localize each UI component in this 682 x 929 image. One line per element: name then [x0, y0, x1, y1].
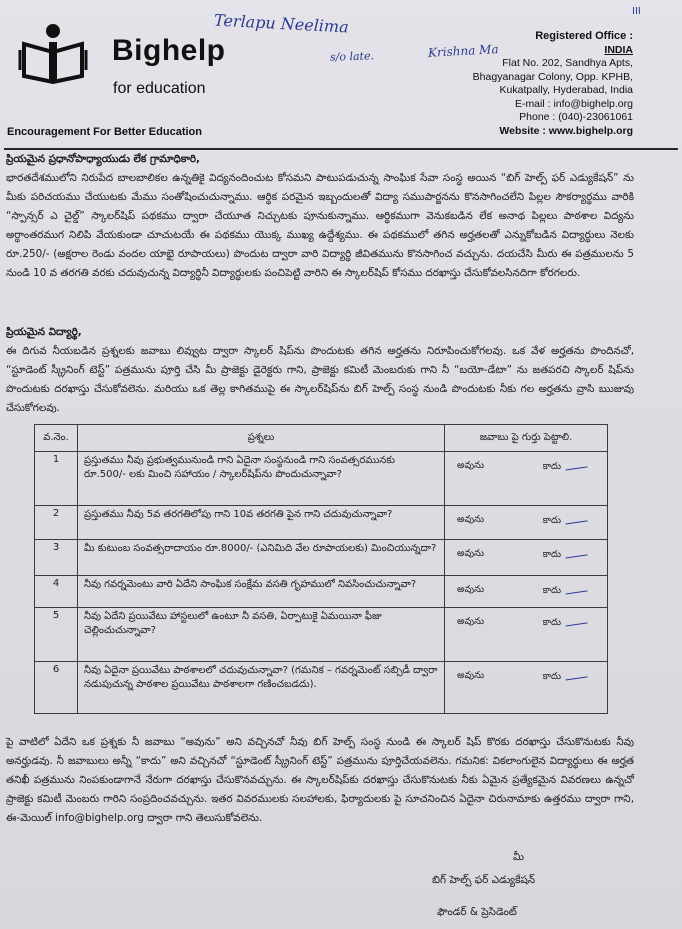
header-question: ప్రశ్నలు — [78, 425, 445, 452]
table-row — [35, 662, 608, 714]
office-phone: Phone : (040)-23061061 — [519, 111, 633, 123]
intro-paragraph: భారతదేశములోని నిరుపేద బాలబాలికల ఉన్నతికై విద్యనందించుట కోసమని పాటుపడుచున్న సాంఘిక సేవా సంస్థ అయిన “బిగ్ హెల్ప్ ఫర్ ఎడ్యుకేషన్” ను మీకు పరిచయము చేయుటకు మేము సంతోషించుచున్నాము. ఆర్థిక పరమైన ఇబ్బందులతో విద్యా సముపార్జనను కొనసాగించలేని పిల్లల సౌకర్యార్థము వారికి “స్పాన్సర్ ఎ చైల్డ్” స్కాలర్‌షిప్ పథకము ద్వారా చేయూత నిచ్చుటకు పూనుకున్నాము. ఆర్థికముగా వెనుకబడిన లేక అనాథ పిల్లలు పాఠశాల విద్యను అర్థాంతరముగ నిలిపి వేయకుండా చూచుటయే ఈ పథకము యొక్క ముఖ్య ఉద్దేశ్యము. ఈ పథకములో తగిన అర్హతలతో ఎన్నుకోబడిన విద్యార్థులు నెలకు రూ.250/- (అక్షరాల రెండు వందల యాభై రూపాయలు) పొందుట ద్వారా వారి విద్యార్థి జీవితమును కొనసాగించ వచ్చును. దయచేసి మీరు ఈ పత్రములను 5 నుండి 10 వ తరగతి వరకు చదువుచున్న విద్యార్థినీ విద్యార్థులకు పంచిపెట్టి వారిని ఈ స్కాలర్‌షిప్ కోసము దరఖాస్తు చేసుకోవలసినదిగా కోరగలరు. — [6, 172, 634, 279]
answer-cell[interactable] — [445, 506, 608, 540]
no-option[interactable]: కాదు — [543, 460, 587, 474]
row-question: నీవు ఏదైనా ప్రయివేటు పాఠశాలలో చదువుచున్నావా? (గమనిక – గవర్నమెంట్ సబ్సిడీ ద్వారా నడుపుచున్న పాఠశాల ప్రయివేటు పాఠశాలగా గణించబడదు). — [78, 662, 445, 714]
row-question: ప్రస్తుతము నీవు 5వ తరగతిలోపు గాని 10వ తరగతి పైన గాని చదువుచున్నావా? — [78, 506, 445, 540]
handwritten-tick-icon — [564, 513, 587, 525]
answer-cell[interactable] — [445, 662, 608, 714]
handwritten-mark: III — [632, 6, 641, 17]
row-number: 5 — [35, 608, 78, 662]
row-question: మీ కుటుంబ సంవత్సరాదాయం రూ.8000/- (ఎనిమిది వేల రూపాయలకు) మించియున్నదా? — [78, 540, 445, 576]
table-row — [35, 506, 608, 540]
office-email: E-mail : info@bighelp.org — [514, 97, 633, 110]
table-row — [35, 576, 608, 608]
yes-option[interactable]: అవును — [457, 460, 485, 471]
no-option[interactable]: కాదు — [543, 670, 587, 684]
signature-line-organization: బిగ్ హెల్ప్ ఫర్ ఎడ్యుకేషన్ — [432, 874, 536, 886]
bighelp-logo-icon — [18, 22, 88, 84]
row-question: ప్రస్తుతము నీవు ప్రభుత్వమునుండి గాని ఏదైనా సంస్థనుండి గాని సంవత్సరమునకు రూ.500/- లకు మించి సహాయం / స్కాలర్‌షిప్‌ను పొందుచున్నావా? — [78, 452, 445, 506]
table-header-row — [35, 425, 608, 452]
handwritten-relation: s/o late. — [329, 49, 375, 64]
row-number: 4 — [35, 576, 78, 608]
signature-line-title: ఫౌండర్ & ప్రెసిడెంట్ — [437, 906, 517, 918]
row-number: 2 — [35, 506, 78, 540]
header-serial: వ.నెం. — [35, 425, 78, 452]
office-label: Registered Office : — [535, 30, 633, 42]
table-row — [35, 452, 608, 506]
handwritten-tick-icon — [564, 547, 587, 559]
answer-cell[interactable] — [445, 540, 608, 576]
office-country: INDIA — [604, 43, 633, 56]
student-section — [6, 323, 634, 418]
brand-subtitle: for education — [113, 80, 206, 97]
row-question: నీవు ఏదేని ప్రయివేటు హాస్టలులో ఉంటూ నీ వసతి, ఏర్పాటుకై ఏమయినా ఫీజు చెల్లించుచున్నావా? — [78, 608, 445, 662]
signature-line-yours: మీ — [513, 851, 524, 863]
no-option[interactable]: కాదు — [543, 616, 587, 630]
answer-cell[interactable] — [445, 576, 608, 608]
intro-section — [6, 150, 634, 283]
no-option[interactable]: కాదు — [543, 548, 587, 562]
yes-option[interactable]: అవును — [457, 584, 485, 595]
yes-option[interactable]: అవును — [457, 514, 485, 525]
office-address-line: Bhagyanagar Colony, Opp. KPHB, — [472, 70, 633, 83]
answer-cell[interactable] — [445, 452, 608, 506]
office-website: Website : www.bighelp.org — [499, 124, 633, 137]
handwritten-tick-icon — [564, 459, 587, 471]
row-number: 1 — [35, 452, 78, 506]
closing-paragraph: పై వాటిలో ఏదేని ఒక ప్రశ్నకు నీ జవాబు “అవును” అని వచ్చినచో నీవు బిగ్ హెల్ప్ సంస్థ నుండి ఈ స్కాలర్ షిప్ కొరకు దరఖాస్తు చేసుకొనుటకు నీవు అనర్హుడవు. నీ జవాబులు అన్నీ “కాదు” అని వచ్చినచో “స్టూడెంట్ స్క్రీనింగ్ టెస్ట్” పత్రమును పూర్తిచేయవలెను. గమనిక: వికలాంగులైన విద్యార్థులు ఈ అర్హత తనిఖీ పత్రమును నింపకుండాగానే నేరుగా దరఖాస్తు చేసుకొనవచ్చును. ఈ స్కాలర్‌షిప్‌కు దరఖాస్తు చేసుకొనుటకు నీకు ఏమైన ప్రత్యేకమైన వివరణలు ఉన్నచో ప్రాజెక్టు కమిటీ మెంబరు గారిని సంప్రదించవచ్చును. ఇతర వివరములకు సలహాలకు, ఫిర్యాదులకు పై సూచనించిన ఏదైనా చిరునామాకు ఉత్తరము ద్వారా గాని, ఈ-మెయిల్ info@bighelp.org ద్వారా గాని తెలుసుకోవలెను. — [6, 736, 634, 824]
handwritten-tick-icon — [564, 615, 587, 627]
row-number: 6 — [35, 662, 78, 714]
eligibility-table — [34, 424, 608, 714]
office-address-line: Kukatpally, Hyderabad, India — [499, 84, 633, 96]
header-answer: జవాబు పై గుర్తు పెట్టాలి. — [445, 425, 608, 452]
yes-option[interactable]: అవును — [457, 670, 485, 681]
handwritten-father-name: Krishna Ma — [427, 42, 499, 60]
handwritten-tick-icon — [564, 583, 587, 595]
row-number: 3 — [35, 540, 78, 576]
yes-option[interactable]: అవును — [457, 616, 485, 627]
salutation-student: ప్రియమైన విద్యార్థి, — [6, 326, 82, 338]
tagline: Encouragement For Better Education — [7, 126, 202, 138]
answer-cell[interactable] — [445, 608, 608, 662]
handwritten-name: Terlapu Neelima — [213, 10, 350, 37]
table-row — [35, 540, 608, 576]
yes-option[interactable]: అవును — [457, 548, 485, 559]
no-option[interactable]: కాదు — [543, 514, 587, 528]
row-question: నీవు గవర్నమెంటు వారి ఏదేని సాంఘిక సంక్షేమ వసతి గృహములో నివసించుచున్నావా? — [78, 576, 445, 608]
brand-name: Bighelp — [112, 34, 226, 67]
office-address-line: Flat No. 202, Sandhya Apts, — [502, 57, 633, 69]
student-paragraph: ఈ దిగువ నీయబడిన ప్రశ్నలకు జవాబు లివ్వుట ద్వారా స్కాలర్ షిప్‌ను పొందుటకు తగిన అర్హతను నిరూపించుకోగలవు. ఒక వేళ అర్హతను పొందినచో, “స్టూడెంట్ స్క్రీనింగ్ టెస్ట్” పత్రమును పూర్తి చేసి మీ ప్రాజెక్టు డైరెక్టరు గాని, ప్రాజెక్టు కమిటీ మెంబరుకు గాని నీ “బయో-డేటా” ను జతపరచి స్కాలర్ షిప్‌ను పొందుటకు దరఖాస్తు చేసుకోవలెను. మరియు ఒక తెల్ల కాగితముపై ఈ స్కాలర్‌షిప్‌ను బిగ్ హెల్ప్ సంస్థ నుండి పొందుటకు నీకు గల అర్హతను వ్రాసి ఋజువు చేసుకోగలవు. — [6, 345, 634, 414]
handwritten-tick-icon — [564, 669, 587, 681]
table-row — [35, 608, 608, 662]
salutation-headmaster: ప్రియమైన ప్రధానోపాధ్యాయుడు లేక గ్రామాధికారి, — [6, 153, 200, 165]
no-option[interactable]: కాదు — [543, 584, 587, 598]
